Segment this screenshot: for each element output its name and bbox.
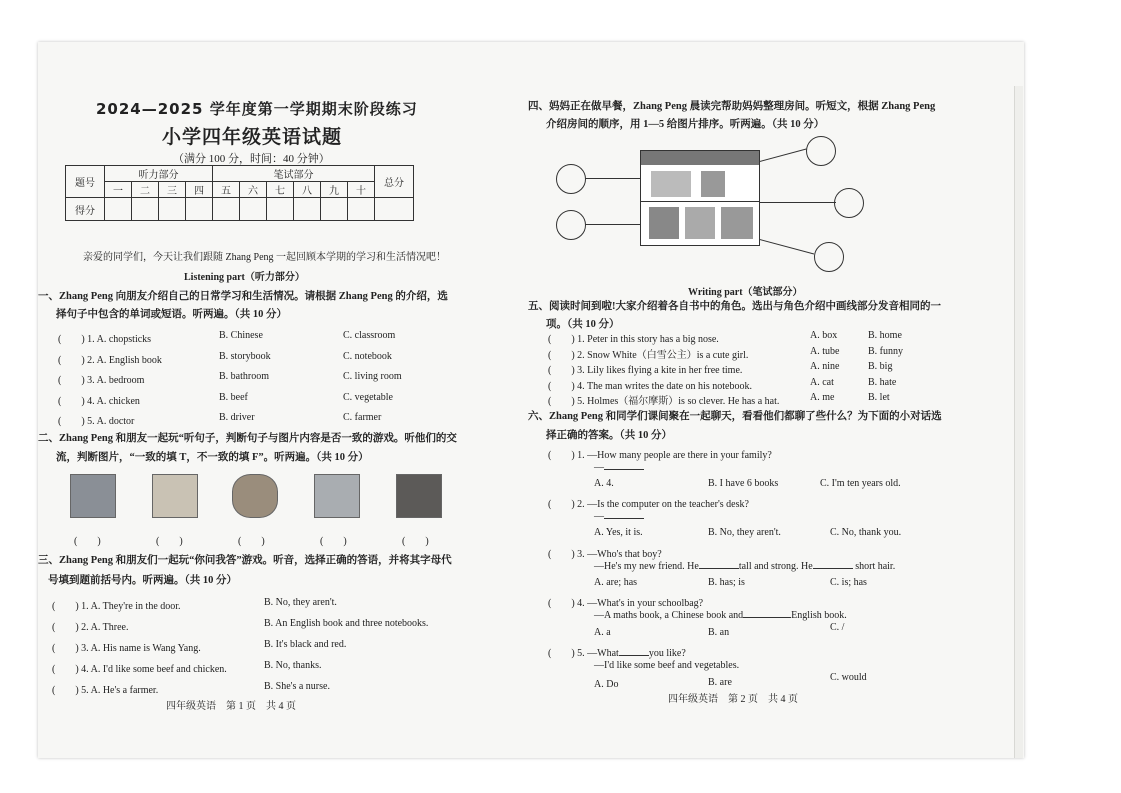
section-5-item-question: ( ) 4. The man writes the date on his notebook. (548, 380, 752, 392)
section-5-item-option-b: B. hate (868, 376, 897, 388)
section-6-line1: 六、Zhang Peng 和同学们课间聚在一起聊天，看看他们都聊了些什么？为下面的小对话选 (528, 411, 942, 422)
page-2-footer: 四年级英语 第 2 页 共 4 页 (668, 694, 798, 705)
dialog-5-option-b: B. are (708, 677, 732, 688)
section-3-item-option-b: B. No, they aren't. (264, 597, 337, 608)
section-6-line2: 择正确的答案。（共 10 分） (546, 430, 672, 441)
section-5-item-option-b: B. big (868, 361, 893, 372)
dialog-4-reply: —A maths book, a Chinese book and English book. (594, 610, 847, 621)
man-picture (396, 474, 442, 518)
section-5-item-option-a: A. cat (810, 376, 834, 388)
dialog-5-question: ( ) 5. —What you like? (548, 648, 686, 659)
section-2-answer-paren: ( ) (156, 536, 183, 547)
section-2-answer-paren: ( ) (238, 536, 265, 547)
section-1-line2: 择句子中包含的单词或短语。听两遍。（共 10 分） (56, 309, 287, 320)
score-cell[interactable] (294, 198, 321, 221)
section-5-item-question: ( ) 1. Peter in this story has a big nose. (548, 334, 719, 345)
score-cell[interactable] (240, 198, 267, 221)
dialog-5-option-a: A. Do (594, 679, 619, 690)
kitchen-picture (314, 474, 360, 518)
section-1-line1: 一、Zhang Peng 向朋友介绍自己的日常学习和生活情况。请根据 Zhang Peng 的介绍，选 (38, 291, 448, 302)
cleaning-picture (152, 474, 198, 518)
question-number-cell: 十 (348, 182, 375, 198)
dialog-3-option-c: C. is; has (830, 577, 867, 588)
dialog-2-option-c: C. No, thank you. (830, 527, 902, 538)
total-header-cell: 总分 (375, 166, 414, 198)
dialog-2-question: ( ) 2. —Is the computer on the teacher's desk? (548, 499, 749, 510)
dialog-1-option-b: B. I have 6 books (708, 478, 779, 489)
question-number-cell: 二 (132, 182, 159, 198)
connector-line (585, 224, 643, 225)
dialog-4-question: ( ) 4. —What's in your schoolbag? (548, 598, 704, 609)
section-1-item-option-b: B. bathroom (219, 371, 269, 382)
question-number-cell: 八 (294, 182, 321, 198)
dialog-1-option-a: A. 4. (594, 478, 614, 489)
dialog-3-option-a: A. are; has (594, 577, 638, 588)
house-picture (640, 150, 760, 246)
dialog-1-question: ( ) 1. —How many people are there in your family? (548, 450, 772, 461)
section-3-item-option-b: B. No, thanks. (264, 660, 322, 671)
section-1-item-option-b: B. storybook (219, 350, 271, 362)
section-4-line1: 四、妈妈正在做早餐，Zhang Peng 晨读完帮助妈妈整理房间。听短文，根据 Zhang Peng (528, 101, 936, 112)
dialog-2-reply: — (594, 511, 644, 522)
score-cell[interactable] (321, 198, 348, 221)
connector-line (756, 202, 836, 203)
intro-text: 亲爱的同学们，今天让我们跟随 Zhang Peng 一起回顾本学期的学习和生活情况吧！ (83, 252, 447, 263)
score-table (65, 165, 414, 221)
section-5-line2: 项。（共 10 分） (546, 319, 620, 330)
total-score-cell[interactable] (375, 198, 414, 221)
question-number-cell: 四 (186, 182, 213, 198)
section-3-line2: 号填到题前括号内。听两遍。（共 10 分） (48, 575, 237, 586)
dialog-1-option-c: C. I'm ten years old. (820, 478, 901, 489)
section-5-item-option-a: A. tube (810, 345, 840, 357)
section-1-item-option-c: C. classroom (343, 330, 396, 341)
row-label-number: 题号 (66, 166, 105, 198)
dialog-3-option-b: B. has; is (708, 577, 745, 588)
section-1-item-option-b: B. beef (219, 391, 248, 403)
score-cell[interactable] (267, 198, 294, 221)
section-5-item-option-a: A. box (810, 330, 838, 341)
dialog-3-question: ( ) 3. —Who's that boy? (548, 549, 662, 560)
section-2-answer-paren: ( ) (320, 536, 347, 547)
answer-circle-2[interactable] (556, 210, 586, 240)
score-cell[interactable] (132, 198, 159, 221)
section-1-item-option-a: ( ) 4. A. chicken (58, 395, 140, 407)
dialog-2-option-b: B. No, they aren't. (708, 527, 781, 538)
section-2-line1: 二、Zhang Peng 和朋友一起玩“听句子，判断句子与图片内容是否一致的游戏。听他们的交 (38, 433, 457, 444)
living-room (721, 207, 753, 239)
section-5-item-question: ( ) 3. Lily likes flying a kite in her free time. (548, 365, 743, 376)
dialog-3-reply: —He's my new friend. He tall and strong. He short hair. (594, 561, 896, 572)
connector-line (756, 238, 814, 254)
section-4-line2: 介绍房间的顺序，用 1—5 给图片排序。听两遍。（共 10 分） (546, 119, 825, 130)
floor-divider (641, 201, 759, 202)
exam-sheet (38, 42, 1024, 758)
listening-part-header: Listening part（听力部分） (184, 272, 305, 283)
computer-picture (70, 474, 116, 518)
section-5-item-option-b: B. home (868, 330, 902, 341)
section-1-item-option-a: ( ) 2. A. English book (58, 354, 162, 366)
section-2-line2: 流，判断图片，“一致的填 T，不一致的填 F”。听两遍。（共 10 分） (56, 452, 369, 463)
score-cell[interactable] (213, 198, 240, 221)
question-number-cell: 一 (105, 182, 132, 198)
section-1-item-option-c: C. notebook (343, 350, 392, 362)
question-number-cell: 七 (267, 182, 294, 198)
section-3-item-option-a: ( ) 1. A. They're in the door. (52, 601, 181, 612)
section-3-item-option-a: ( ) 4. A. I'd like some beef and chicken. (52, 664, 227, 675)
study-room (649, 207, 679, 239)
connector-line (585, 178, 643, 179)
page-1-footer: 四年级英语 第 1 页 共 4 页 (166, 701, 296, 712)
dialog-1-reply: — (594, 462, 644, 473)
bathroom-room (701, 171, 725, 197)
section-2-pictures (62, 474, 482, 524)
bedroom-room (651, 171, 691, 197)
answer-circle-3[interactable] (806, 136, 836, 166)
bread-picture (232, 474, 278, 518)
section-3-item-option-b: B. It's black and red. (264, 639, 347, 650)
section-2-answer-paren: ( ) (402, 536, 429, 547)
section-3-item-option-a: ( ) 2. A. Three. (52, 622, 129, 633)
section-2-answer-paren: ( ) (74, 536, 101, 547)
section-3-item-option-b: B. She's a nurse. (264, 681, 330, 692)
section-1-item-option-c: C. living room (343, 371, 402, 382)
writing-header-cell: 笔试部分 (213, 166, 375, 182)
dialog-4-option-b: B. an (708, 627, 730, 638)
section-1-item-option-a: ( ) 3. A. bedroom (58, 375, 145, 386)
page-2 (528, 42, 1018, 758)
section-5-line1: 五、阅读时间到啦!大家介绍着各自书中的角色。选出与角色介绍中画线部分发音相同的一 (528, 301, 941, 312)
dialog-2-option-a: A. Yes, it is. (594, 527, 643, 538)
section-5-item-option-a: A. nine (810, 361, 840, 372)
section-1-item-option-b: B. driver (219, 412, 255, 423)
page-1 (38, 42, 508, 758)
exam-subtitle: 小学四年级英语试题 (162, 126, 343, 148)
section-5-item-option-a: A. me (810, 392, 835, 403)
section-5-item-question: ( ) 2. Snow White（白雪公主）is a cute girl. (548, 349, 749, 361)
score-cell[interactable] (159, 198, 186, 221)
section-5-item-question: ( ) 5. Holmes（福尔摩斯）is so clever. He has a hat. (548, 396, 780, 407)
section-3-item-option-b: B. An English book and three notebooks. (264, 618, 429, 629)
kitchen-room (685, 207, 715, 239)
score-cell[interactable] (186, 198, 213, 221)
dialog-5-option-c: C. would (830, 672, 867, 683)
listening-header-cell: 听力部分 (105, 166, 213, 182)
section-3-item-option-a: ( ) 5. A. He's a farmer. (52, 685, 159, 696)
dialog-4-option-c: C. / (830, 622, 845, 633)
dialog-4-option-a: A. a (594, 627, 611, 638)
dialog-5-reply: —I'd like some beef and vegetables. (594, 660, 740, 671)
section-1-item-option-a: ( ) 1. A. chopsticks (58, 334, 152, 345)
section-3-item-option-a: ( ) 3. A. His name is Wang Yang. (52, 643, 201, 654)
connector-line (756, 149, 806, 163)
answer-circle-4[interactable] (834, 188, 864, 218)
house-roof (641, 151, 759, 165)
writing-part-header: Writing part（笔试部分） (688, 287, 803, 298)
answer-circle-5[interactable] (814, 242, 844, 272)
exam-title: 2024—2025 学年度第一学期期末阶段练习 (96, 100, 418, 118)
question-number-cell: 五 (213, 182, 240, 198)
section-3-line1: 三、Zhang Peng 和朋友们一起玩“你问我答”游戏。听音，选择正确的答语，并将其字母代 (38, 555, 452, 566)
answer-circle-1[interactable] (556, 164, 586, 194)
section-1-item-option-c: C. farmer (343, 412, 382, 423)
question-number-cell: 九 (321, 182, 348, 198)
section-1-item-option-a: ( ) 5. A. doctor (58, 416, 135, 427)
row-label-score: 得分 (66, 198, 105, 221)
section-1-item-option-c: C. vegetable (343, 391, 393, 403)
question-number-cell: 六 (240, 182, 267, 198)
section-5-item-option-b: B. let (868, 392, 890, 403)
question-number-cell: 三 (159, 182, 186, 198)
score-info: （满分 100 分，时间：40 分钟） (173, 153, 330, 165)
score-cell[interactable] (348, 198, 375, 221)
section-1-item-option-b: B. Chinese (219, 330, 263, 341)
section-5-item-option-b: B. funny (868, 345, 903, 357)
score-cell[interactable] (105, 198, 132, 221)
